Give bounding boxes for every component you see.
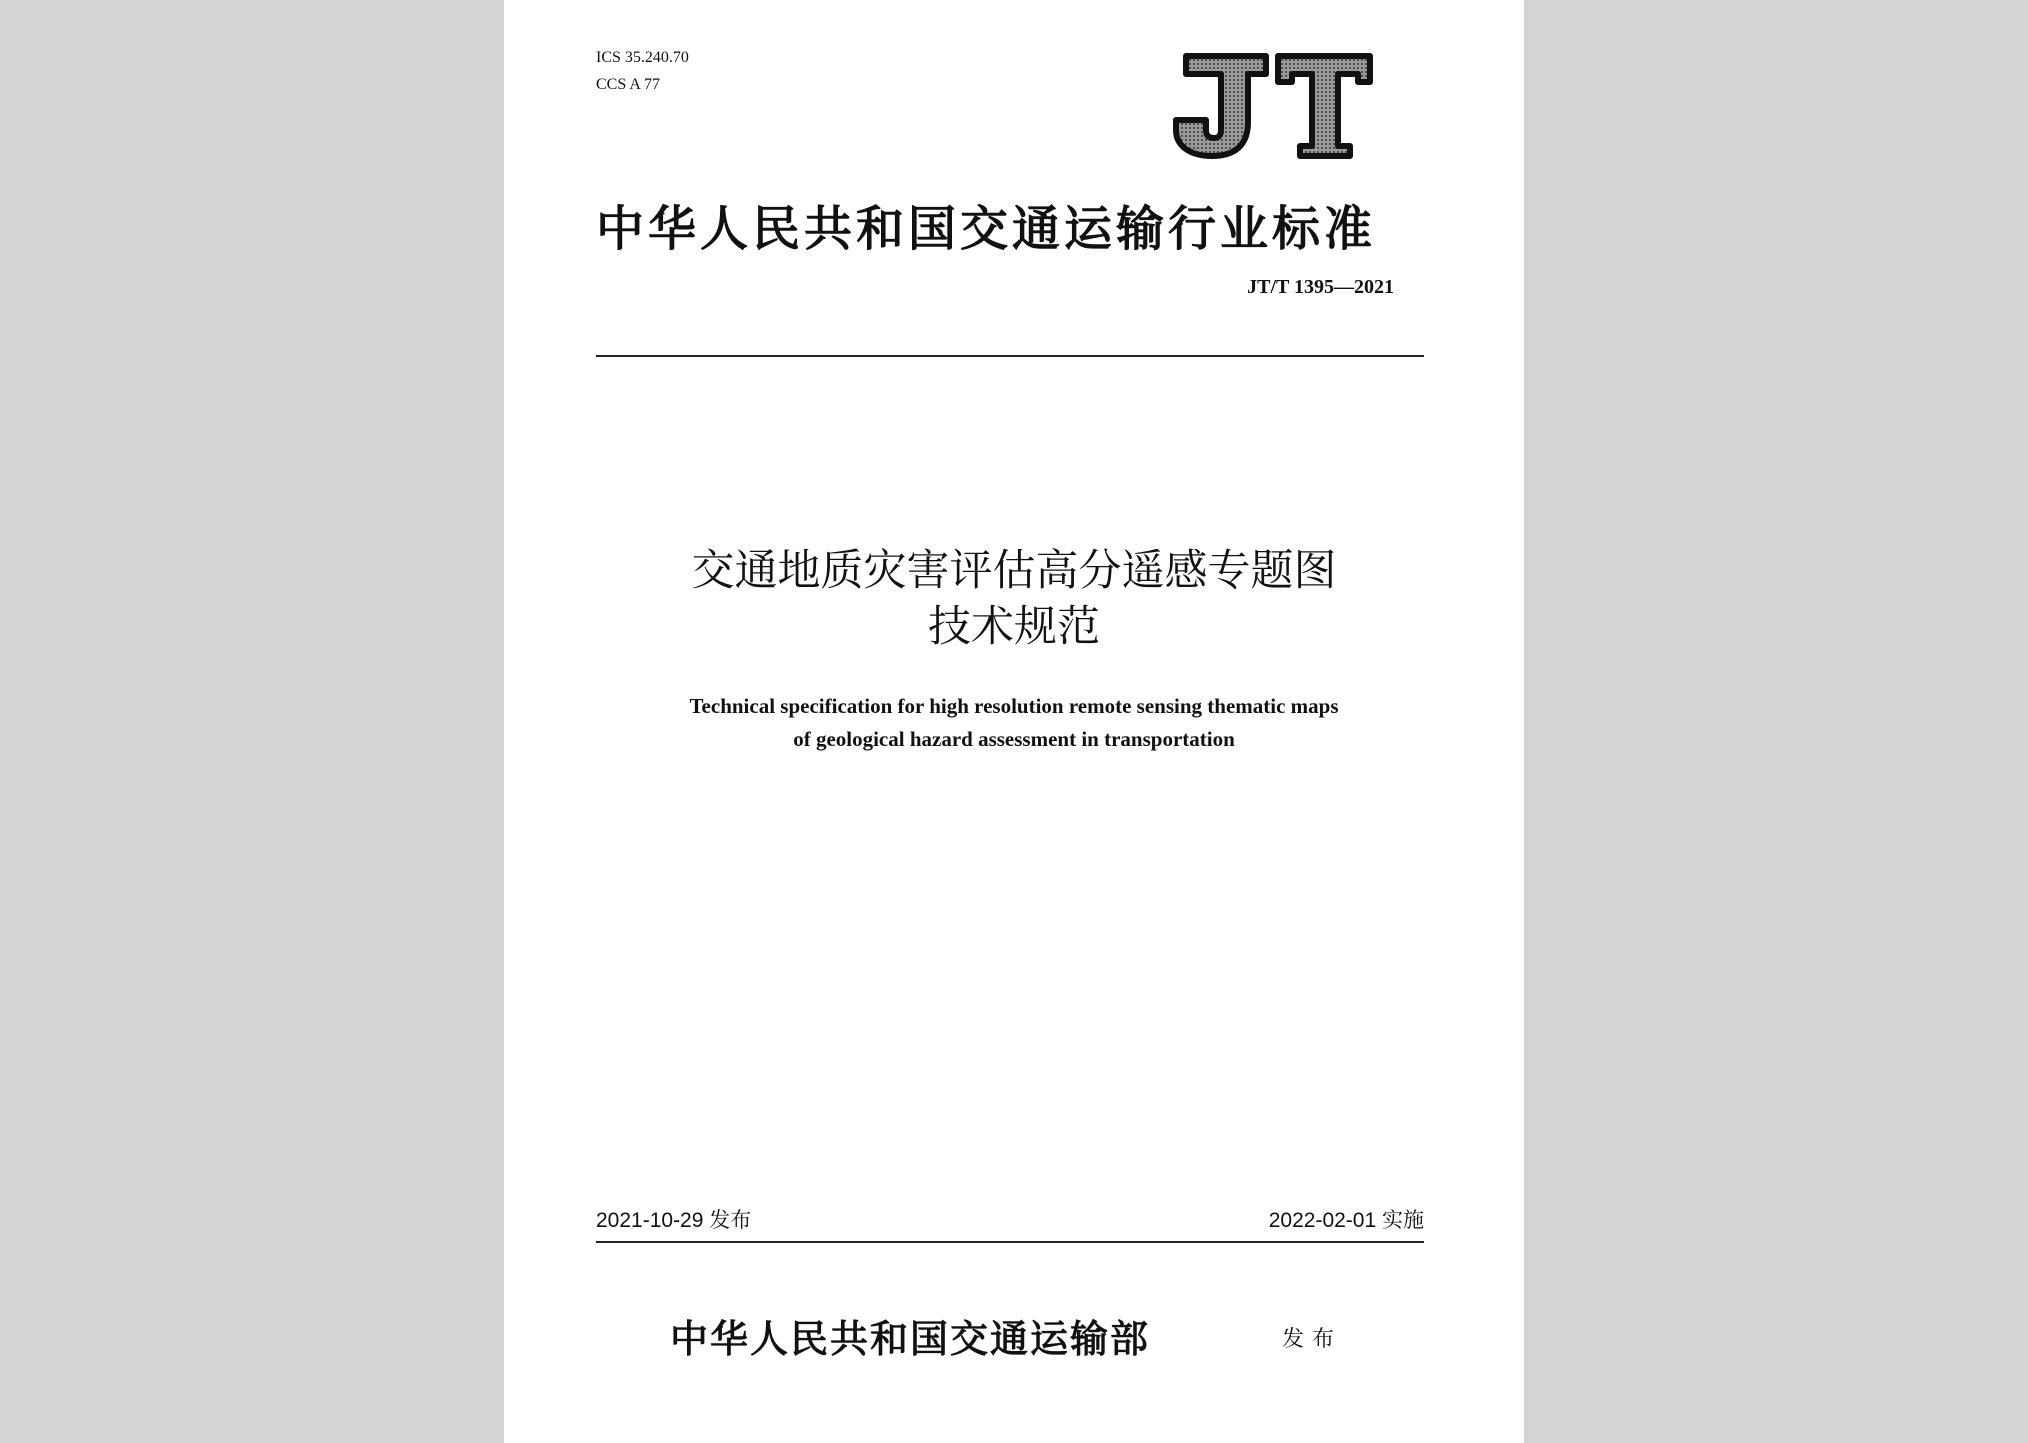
issuer-name: 中华人民共和国交通运输部 <box>670 1316 1151 1361</box>
document-page <box>504 0 1524 1443</box>
ics-code: ICS 35.240.70 <box>596 49 689 66</box>
title-english <box>504 690 1524 756</box>
ccs-code: CCS A 77 <box>596 76 661 93</box>
title-english-line1: Technical specification for high resolution remote sensing thematic maps <box>689 694 1339 718</box>
top-divider <box>596 355 1424 357</box>
title-chinese-line2: 技术规范 <box>928 602 1100 652</box>
classification-codes <box>596 44 689 98</box>
jt-logo <box>1168 50 1378 160</box>
issue-date: 2021-10-29 发布 <box>596 1209 752 1232</box>
bottom-divider <box>596 1241 1424 1243</box>
title-english-line2: of geological hazard assessment in transportation <box>793 727 1235 751</box>
standard-number: JT/T 1395—2021 <box>1247 276 1394 298</box>
org-title: 中华人民共和国交通运输行业标准 <box>596 201 1377 257</box>
title-chinese <box>504 543 1524 655</box>
title-chinese-line1: 交通地质灾害评估高分遥感专题图 <box>691 546 1337 596</box>
issuer-suffix: 发布 <box>1282 1327 1343 1352</box>
implementation-date: 2022-02-01 实施 <box>1268 1209 1424 1232</box>
